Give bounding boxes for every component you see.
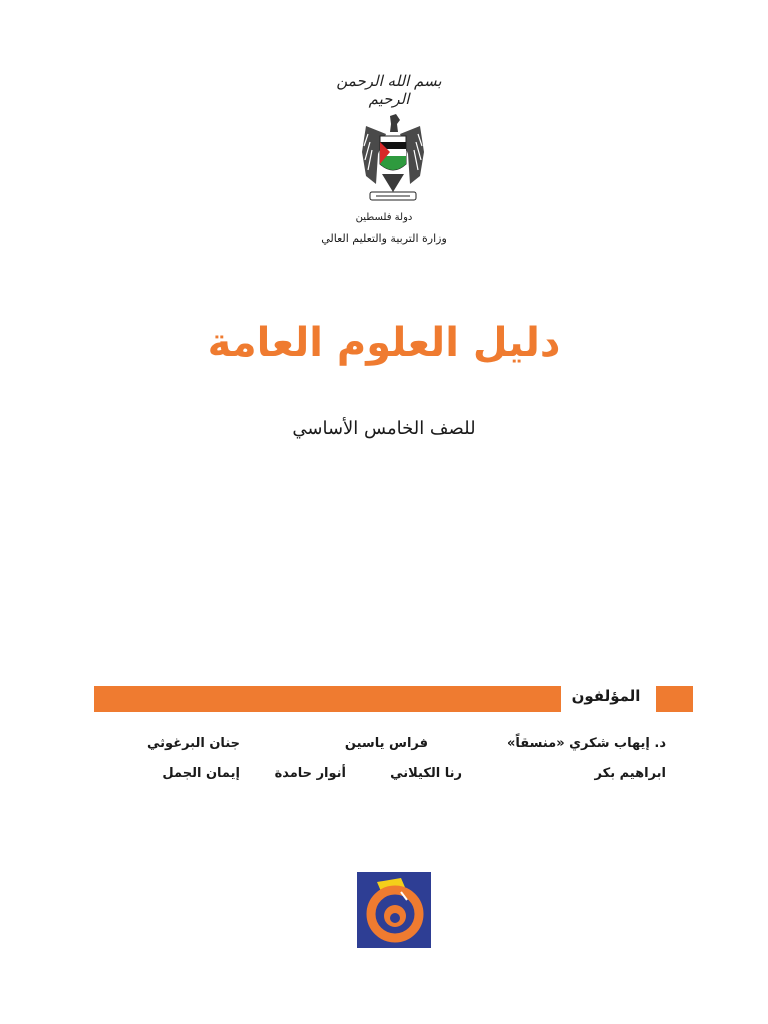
ministry-name: وزارة التربية والتعليم العالي — [321, 232, 447, 245]
book-subtitle: للصف الخامس الأساسي — [292, 418, 476, 439]
authors-divider-bar — [94, 686, 561, 712]
author-name: رنا الكيلاني — [390, 766, 462, 781]
author-name: أنوار حامدة — [274, 766, 346, 781]
author-name: فراس ياسين — [344, 736, 428, 751]
publisher-logo-icon — [357, 872, 431, 948]
author-name: جنان البرغوثي — [147, 736, 240, 751]
state-name: دولة فلسطين — [355, 212, 413, 223]
book-title: دليل العلوم العامة — [207, 320, 561, 366]
authors-heading: المؤلفون — [571, 687, 641, 705]
authors-accent-block — [656, 686, 693, 712]
author-name: إيمان الجمل — [162, 766, 240, 781]
palestine-eagle-emblem-icon — [360, 112, 426, 204]
author-name: ابراهيم بكر — [594, 766, 666, 781]
author-name: د. إيهاب شكري «منسقاً» — [506, 736, 666, 751]
basmala-calligraphy: بسم الله الرحمن الرحيم — [336, 72, 442, 108]
